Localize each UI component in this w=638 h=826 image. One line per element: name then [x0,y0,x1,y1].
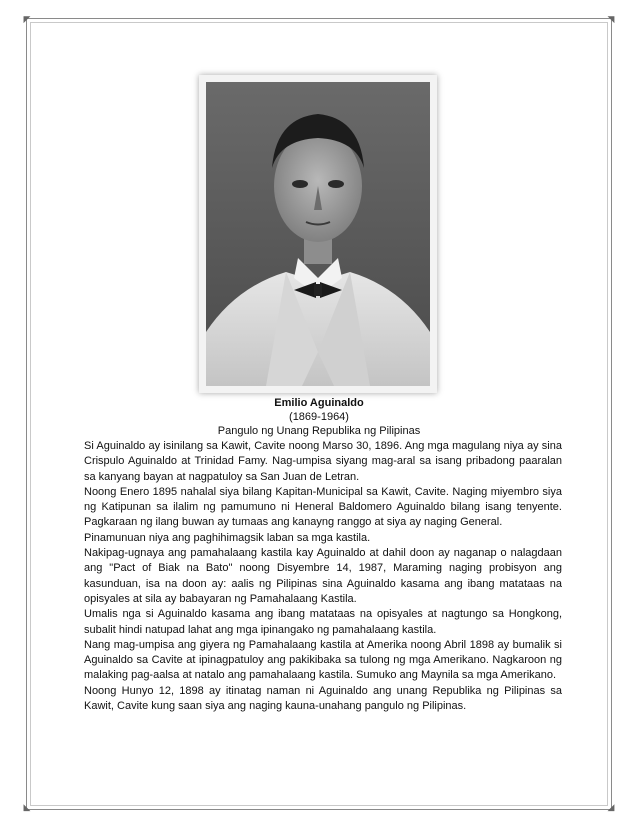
paragraph: Pinamunuan niya ang paghihimagsik laban sa mga kastila. [84,531,371,544]
paragraph: Noong Enero 1895 nahalal siya bilang Kapitan-Municipal sa Kawit, Cavite. Naging miyembro siya ng Katipunan sa ilalim ng pamumuno ni Heneral Baldomero Aguinaldo bilang isang tenyente. Pagkaraan ng ilang buwan ay tumaas ang kanayng ranggo at siya ay naging General. [84,485,562,529]
biography-text [84,439,562,714]
paragraph: Umalis nga si Aguinaldo kasama ang ibang matataas na opisyales at nagtungo sa Hongkong, subalit hindi natupad lahat ang mga ipinangako ng pamahalaang kastila. [84,608,562,636]
paragraph: Nang mag-umpisa ang giyera ng Pamahalaang kastila at Amerika noong Abril 1898 ay bumalik si Aguinaldo sa Cavite at ipinagpatuloy ang pakikibaka sa tulong ng mga Amerikano. Nagkaroon ng malaking pag-aalsa at natalo ang pamahalaang kastila. Sumuko ang Maynila sa mga Amerikano. [84,638,562,682]
portrait-caption-title: Pangulo ng Unang Republika ng Pilipinas [217,425,421,437]
paragraph: Noong Hunyo 12, 1898 ay itinatag naman ni Aguinaldo ang unang Republika ng Pilipinas sa Kawit, Cavite kung saan siya ang naging kauna-unahang pangulo ng Pilipinas. [84,684,562,713]
corner-ornament-icon: ◢ [607,802,615,812]
portrait-caption-years: (1869-1964) [289,411,349,423]
paragraph: Nakipag-ugnaya ang pamahalaang kastila kay Aguinaldo at dahil doon ay naganap o nalagdaan ang "Pact of Biak na Bato" noong Disyembre 14, 1987, Maraming naging probisyon ang kasunduan, isa na doon ay: aalis ng Pilipinas sina Aguinaldo kasama ang ibang matataas na opisyales at sila ay babayaran ng Pamahalaang Kastila. [84,547,562,605]
paragraph: Si Aguinaldo ay isinilang sa Kawit, Cavite noong Marso 30, 1896. Ang mga magulang niya ay sina Crispulo Aguinaldo at Trinidad Famy. Nag-umpisa siyang mag-aral sa isang pribadong paaralan sa kanyang bayan at nagpatuloy sa San Juan de Letran. [84,440,562,483]
portrait-photo [199,75,437,393]
corner-ornament-icon: ◥ [607,14,615,24]
corner-ornament-icon: ◤ [23,14,31,24]
portrait-image [206,82,430,386]
portrait-caption-name: Emilio Aguinaldo [274,397,364,409]
corner-ornament-icon: ◣ [23,802,31,812]
